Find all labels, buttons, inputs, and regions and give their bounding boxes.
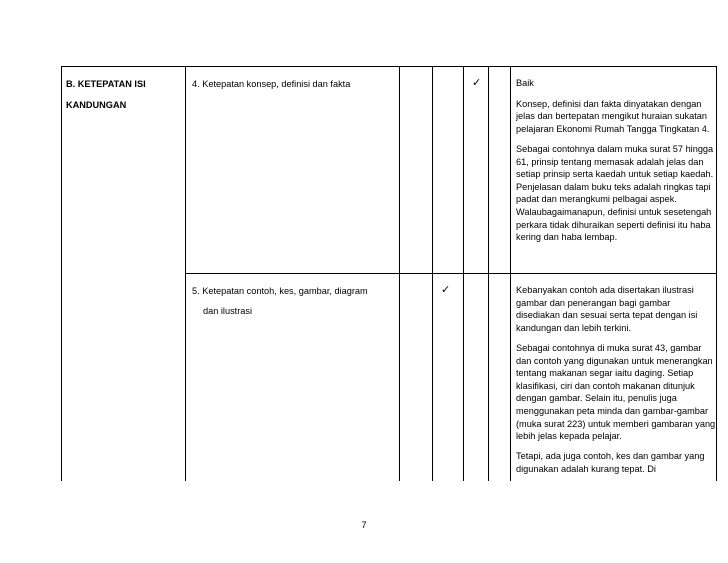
page-number: 7 bbox=[361, 520, 367, 531]
row-divider bbox=[185, 273, 716, 274]
column-divider bbox=[463, 66, 464, 481]
section-heading: B. KETEPATAN ISI bbox=[66, 79, 146, 89]
checkmark-icon: ✓ bbox=[441, 284, 451, 296]
checkmark-icon: ✓ bbox=[472, 77, 482, 89]
table-left-border bbox=[61, 66, 62, 481]
table-top-border bbox=[61, 66, 716, 67]
column-divider bbox=[185, 66, 186, 481]
section-heading-continued: KANDUNGAN bbox=[66, 100, 127, 110]
criterion-5-label: 5. Ketepatan contoh, kes, gambar, diagram bbox=[192, 286, 368, 296]
comment-paragraph: Kebanyakan contoh ada disertakan ilustrasi gambar dan penerangan bagi gambar disediakan dan sesuai serta tepat dengan isi kandungan dan lebih terkini. bbox=[516, 285, 698, 333]
criterion-5-comment bbox=[516, 284, 716, 483]
comment-paragraph: Tetapi, ada juga contoh, kes dan gambar yang digunakan adalah kurang tepat. Di bbox=[516, 451, 705, 474]
criterion-4-label: 4. Ketepatan konsep, definisi dan fakta bbox=[192, 79, 351, 89]
table-right-border bbox=[716, 66, 717, 481]
criterion-4-comment bbox=[516, 77, 716, 251]
comment-paragraph: Konsep, definisi dan fakta dinyatakan dengan jelas dan bertepatan mengikut huraian sukatan pelajaran Ekonomi Rumah Tangga Tingkatan 4. bbox=[516, 98, 710, 134]
column-divider bbox=[432, 66, 433, 481]
comment-paragraph: Sebagai contohnya di muka surat 43, gambar dan contoh yang digunakan untuk menerangkan tentang makanan segar iaitu daging. Setiap klasifikasi, ciri dan contoh makanan ditunjuk dengan gambar. Selain itu, penulis juga menggunakan peta minda dan gambar-gambar (muka surat 223) untuk memberi gambaran yang lebih jelas kepada pelajar. bbox=[516, 342, 716, 442]
column-divider bbox=[510, 66, 511, 481]
criterion-5-label-continued: dan ilustrasi bbox=[203, 306, 253, 316]
column-divider bbox=[488, 66, 489, 481]
comment-paragraph: Sebagai contohnya dalam muka surat 57 hingga 61, prinsip tentang memasak adalah jelas dan setiap prinsip serta kaedah untuk setiap kaedah. Penjelasan dalam buku teks adalah ringkas tapi padat dan merangkumi pelbagai aspek. Walaubagaimanapun, definisi untuk sesetengah perkara tidak dihuraikan seperti definisi itu haba kering dan haba lembap. bbox=[516, 143, 714, 243]
comment-paragraph: Baik bbox=[516, 78, 534, 88]
column-divider bbox=[399, 66, 400, 481]
